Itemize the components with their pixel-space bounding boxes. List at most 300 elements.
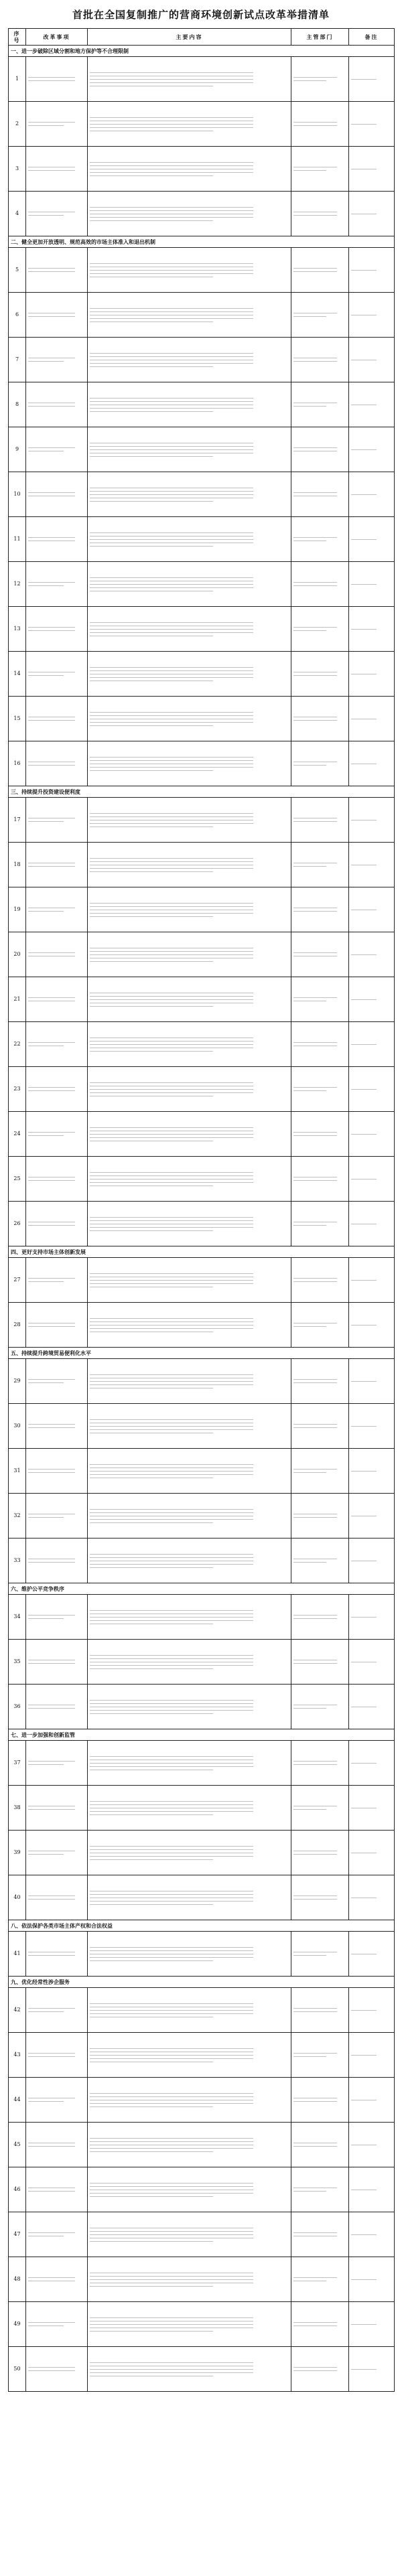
text-lines xyxy=(90,2362,289,2376)
row-content xyxy=(88,338,291,382)
text-line xyxy=(90,2003,253,2004)
row-number: 22 xyxy=(9,1022,26,1067)
text-line xyxy=(90,722,253,723)
text-line xyxy=(90,712,253,713)
text-line xyxy=(90,1419,253,1420)
text-lines xyxy=(293,492,346,496)
text-line xyxy=(90,1464,253,1465)
text-line xyxy=(28,2232,75,2233)
text-lines xyxy=(293,77,346,81)
text-lines xyxy=(28,1615,85,1619)
text-lines xyxy=(351,1134,392,1135)
row-content xyxy=(88,1831,291,1875)
table-row xyxy=(9,248,395,293)
text-lines xyxy=(28,1851,85,1855)
text-line xyxy=(90,1522,213,1523)
row-number: 13 xyxy=(9,607,26,652)
text-lines xyxy=(293,1851,346,1855)
row-content xyxy=(88,192,291,236)
text-line xyxy=(293,1379,337,1380)
row-number: 39 xyxy=(9,1831,26,1875)
text-lines xyxy=(293,1559,346,1563)
table-row xyxy=(9,652,395,697)
text-line xyxy=(90,456,213,457)
row-number: 18 xyxy=(9,843,26,887)
text-line xyxy=(28,1708,75,1709)
text-lines xyxy=(28,492,85,496)
text-line xyxy=(293,1427,337,1428)
row-note xyxy=(349,932,395,977)
text-line xyxy=(293,2232,337,2233)
text-line xyxy=(28,1809,75,1810)
text-lines xyxy=(351,2234,392,2235)
text-line xyxy=(90,411,213,412)
text-lines xyxy=(90,903,289,917)
text-line xyxy=(351,1134,377,1135)
text-line xyxy=(28,122,75,123)
row-number: 44 xyxy=(9,2078,26,2123)
text-line xyxy=(293,1087,337,1088)
text-line xyxy=(293,80,326,81)
row-item xyxy=(26,102,88,147)
row-content xyxy=(88,1067,291,1112)
text-line xyxy=(293,1615,337,1616)
text-line xyxy=(90,1134,253,1135)
section-label: 八、依法保护各类市场主体产权和合法权益 xyxy=(9,1920,395,1932)
text-lines xyxy=(90,2273,289,2287)
text-line xyxy=(293,1899,337,1900)
text-line xyxy=(90,1859,213,1860)
section-label: 二、健全更加开放透明、规范高效的市场主体准入和退出机制 xyxy=(9,236,395,248)
row-content xyxy=(88,1359,291,1404)
text-lines xyxy=(293,762,346,766)
row-number: 17 xyxy=(9,798,26,843)
row-note xyxy=(349,798,395,843)
row-content xyxy=(88,102,291,147)
text-line xyxy=(28,1382,64,1383)
text-lines xyxy=(293,403,346,407)
row-note xyxy=(349,517,395,562)
text-line xyxy=(90,1703,253,1704)
text-lines xyxy=(28,2053,85,2057)
text-line xyxy=(28,406,75,407)
section-label: 一、进一步破除区域分割和地方保护等不合理限制 xyxy=(9,46,395,57)
text-line xyxy=(90,2058,253,2059)
text-line xyxy=(28,1899,75,1900)
row-item xyxy=(26,427,88,472)
text-line xyxy=(90,757,253,758)
text-lines xyxy=(90,1318,289,1332)
row-item xyxy=(26,2167,88,2212)
text-line xyxy=(293,720,337,721)
document-title: 首批在全国复制推广的营商环境创新试点改革举措清单 xyxy=(72,9,330,21)
row-item xyxy=(26,2257,88,2302)
row-item xyxy=(26,843,88,887)
text-line xyxy=(28,1132,75,1133)
row-content xyxy=(88,248,291,293)
table-row xyxy=(9,1831,395,1875)
text-line xyxy=(28,1135,64,1136)
row-content xyxy=(88,1988,291,2033)
text-lines xyxy=(28,403,85,407)
text-lines xyxy=(293,2322,346,2326)
row-note xyxy=(349,1112,395,1157)
text-line xyxy=(28,2367,75,2368)
text-lines xyxy=(293,268,346,272)
row-item xyxy=(26,1202,88,1246)
row-note xyxy=(349,1595,395,1640)
row-number: 15 xyxy=(9,697,26,741)
row-content xyxy=(88,2212,291,2257)
row-note xyxy=(349,57,395,102)
text-lines xyxy=(351,999,392,1000)
table-row xyxy=(9,1022,395,1067)
text-line xyxy=(90,1700,253,1701)
text-lines xyxy=(293,2143,346,2147)
text-lines xyxy=(293,627,346,631)
text-line xyxy=(293,1472,326,1473)
row-content xyxy=(88,1685,291,1729)
text-line xyxy=(90,2234,253,2235)
text-lines xyxy=(293,1222,346,1226)
text-lines xyxy=(28,2277,85,2281)
text-line xyxy=(90,1804,253,1805)
row-item xyxy=(26,607,88,652)
text-line xyxy=(90,1756,253,1757)
text-line xyxy=(293,447,337,448)
table-row xyxy=(9,607,395,652)
text-lines xyxy=(28,2367,85,2371)
text-line xyxy=(90,632,253,633)
row-item xyxy=(26,1157,88,1202)
text-lines xyxy=(351,2055,392,2056)
row-item xyxy=(26,1685,88,1729)
row-dept xyxy=(291,798,349,843)
table-row xyxy=(9,1875,395,1920)
row-content xyxy=(88,1640,291,1685)
text-line xyxy=(90,217,253,218)
text-lines xyxy=(293,1087,346,1091)
text-lines xyxy=(293,818,346,822)
row-number: 30 xyxy=(9,1404,26,1449)
text-line xyxy=(90,858,253,859)
table-row xyxy=(9,1202,395,1246)
text-line xyxy=(90,1426,253,1427)
text-lines xyxy=(28,717,85,721)
row-dept xyxy=(291,1595,349,1640)
text-lines xyxy=(28,2008,85,2012)
table-row xyxy=(9,2347,395,2392)
table-row xyxy=(9,2212,395,2257)
row-item xyxy=(26,1786,88,1831)
row-item xyxy=(26,1595,88,1640)
row-dept xyxy=(291,1988,349,2033)
text-line xyxy=(28,215,64,216)
row-content xyxy=(88,1539,291,1583)
row-content xyxy=(88,1112,291,1157)
text-lines xyxy=(90,263,289,277)
row-item xyxy=(26,192,88,236)
text-line xyxy=(90,398,253,399)
text-line xyxy=(293,582,337,583)
table-row xyxy=(9,2302,395,2347)
text-line xyxy=(90,2286,213,2287)
text-line xyxy=(351,1325,377,1326)
text-lines xyxy=(28,818,85,822)
text-line xyxy=(90,2151,213,2152)
table-row xyxy=(9,192,395,236)
text-line xyxy=(90,308,253,309)
text-line xyxy=(293,2056,326,2057)
text-lines xyxy=(90,1419,289,1433)
text-lines xyxy=(28,1952,85,1956)
row-number: 6 xyxy=(9,293,26,338)
text-line xyxy=(90,127,253,128)
text-line xyxy=(293,1090,326,1091)
text-lines xyxy=(28,762,85,766)
text-lines xyxy=(90,1082,289,1096)
row-dept xyxy=(291,1067,349,1112)
header-dept: 主管部门 xyxy=(291,29,349,46)
text-line xyxy=(293,316,326,317)
row-item xyxy=(26,382,88,427)
text-lines xyxy=(90,308,289,322)
text-line xyxy=(90,954,253,955)
text-lines xyxy=(90,757,289,771)
text-lines xyxy=(351,1044,392,1045)
text-line xyxy=(90,356,253,357)
section-row xyxy=(9,1348,395,1359)
table-row xyxy=(9,1404,395,1449)
row-note xyxy=(349,607,395,652)
text-line xyxy=(28,1326,75,1327)
row-note xyxy=(349,1640,395,1685)
row-dept xyxy=(291,147,349,192)
row-item xyxy=(26,1258,88,1303)
row-content xyxy=(88,2347,291,2392)
row-dept xyxy=(291,427,349,472)
table-row xyxy=(9,1303,395,1348)
text-line xyxy=(90,1127,253,1128)
text-line xyxy=(90,1006,213,1007)
text-line xyxy=(28,271,75,272)
text-line xyxy=(28,1180,75,1181)
row-dept xyxy=(291,932,349,977)
row-note xyxy=(349,1831,395,1875)
row-number: 34 xyxy=(9,1595,26,1640)
text-line xyxy=(28,1090,75,1091)
text-lines xyxy=(90,1655,289,1669)
text-lines xyxy=(293,1705,346,1709)
text-line xyxy=(90,961,213,962)
text-line xyxy=(90,263,253,264)
text-lines xyxy=(351,1471,392,1472)
row-dept xyxy=(291,2033,349,2078)
table-row xyxy=(9,1112,395,1157)
section-label: 六、维护公平竞争秩序 xyxy=(9,1583,395,1595)
text-line xyxy=(293,1708,326,1709)
text-line xyxy=(293,1562,326,1563)
text-lines xyxy=(28,863,85,867)
text-line xyxy=(28,952,75,953)
text-line xyxy=(90,2055,253,2056)
table-row xyxy=(9,1539,395,1583)
text-lines xyxy=(293,1895,346,1900)
text-lines xyxy=(28,1379,85,1383)
text-lines xyxy=(28,1042,85,1046)
text-line xyxy=(90,1429,253,1430)
row-number: 28 xyxy=(9,1303,26,1348)
row-content xyxy=(88,697,291,741)
row-number: 33 xyxy=(9,1539,26,1583)
text-line xyxy=(351,494,377,495)
text-lines xyxy=(90,813,289,827)
text-lines xyxy=(351,2279,392,2280)
text-lines xyxy=(28,167,85,171)
text-line xyxy=(28,80,75,81)
text-line xyxy=(90,1051,213,1052)
text-line xyxy=(293,1955,326,1956)
row-number: 16 xyxy=(9,741,26,786)
row-dept xyxy=(291,472,349,517)
row-note xyxy=(349,427,395,472)
table-row xyxy=(9,932,395,977)
text-lines xyxy=(90,1037,289,1052)
text-lines xyxy=(293,717,346,721)
section-row xyxy=(9,1246,395,1258)
text-lines xyxy=(90,2003,289,2017)
row-content xyxy=(88,1494,291,1539)
text-line xyxy=(90,1763,253,1764)
text-line xyxy=(90,1564,253,1565)
text-line xyxy=(28,1615,75,1616)
text-line xyxy=(90,124,253,125)
text-line xyxy=(90,2331,213,2332)
row-note xyxy=(349,1258,395,1303)
row-dept xyxy=(291,1404,349,1449)
text-lines xyxy=(28,2098,85,2102)
table-row xyxy=(9,843,395,887)
text-lines xyxy=(28,582,85,586)
row-item xyxy=(26,932,88,977)
row-item xyxy=(26,338,88,382)
text-line xyxy=(293,2325,337,2326)
row-dept xyxy=(291,1831,349,1875)
row-note xyxy=(349,2167,395,2212)
row-dept xyxy=(291,1157,349,1202)
text-line xyxy=(90,1175,253,1176)
text-line xyxy=(293,122,337,123)
text-lines xyxy=(28,1177,85,1181)
text-lines xyxy=(351,2324,392,2325)
text-lines xyxy=(28,212,85,216)
row-dept xyxy=(291,338,349,382)
text-lines xyxy=(293,863,346,867)
row-note xyxy=(349,977,395,1022)
row-dept xyxy=(291,697,349,741)
text-line xyxy=(90,1381,253,1382)
row-number: 3 xyxy=(9,147,26,192)
text-line xyxy=(28,1278,75,1279)
text-lines xyxy=(293,358,346,362)
row-content xyxy=(88,1786,291,1831)
text-line xyxy=(90,1957,253,1958)
text-line xyxy=(90,363,253,364)
text-line xyxy=(293,952,337,953)
text-line xyxy=(90,2324,253,2325)
text-lines xyxy=(293,1806,346,1810)
row-number: 8 xyxy=(9,382,26,427)
text-line xyxy=(293,1854,337,1855)
text-lines xyxy=(28,1514,85,1518)
row-dept xyxy=(291,887,349,932)
row-note xyxy=(349,1022,395,1067)
text-line xyxy=(90,577,253,578)
table-row xyxy=(9,1258,395,1303)
text-line xyxy=(293,361,337,362)
row-note xyxy=(349,887,395,932)
text-line xyxy=(90,1811,253,1812)
text-line xyxy=(293,77,337,78)
text-line xyxy=(90,1512,253,1513)
row-note xyxy=(349,1303,395,1348)
text-lines xyxy=(293,2367,346,2371)
row-note xyxy=(349,1932,395,1977)
row-note xyxy=(349,248,395,293)
row-note xyxy=(349,2212,395,2257)
text-line xyxy=(293,1663,337,1664)
text-line xyxy=(90,1182,253,1183)
text-line xyxy=(90,408,253,409)
text-lines xyxy=(351,1381,392,1382)
header-note: 备注 xyxy=(349,29,395,46)
text-lines xyxy=(90,532,289,547)
text-line xyxy=(351,2234,377,2235)
row-dept xyxy=(291,1539,349,1583)
text-line xyxy=(90,1474,253,1475)
text-lines xyxy=(28,1132,85,1136)
text-line xyxy=(90,2231,253,2232)
text-lines xyxy=(351,449,392,450)
section-row xyxy=(9,1977,395,1988)
text-line xyxy=(90,546,213,547)
text-line xyxy=(90,82,253,83)
row-number: 10 xyxy=(9,472,26,517)
text-line xyxy=(28,1761,75,1762)
text-line xyxy=(293,627,337,628)
text-line xyxy=(90,903,253,904)
text-lines xyxy=(293,952,346,956)
text-line xyxy=(293,1764,337,1765)
text-line xyxy=(90,1947,253,1948)
text-line xyxy=(90,913,253,914)
text-line xyxy=(28,1042,75,1043)
text-line xyxy=(90,1665,253,1666)
text-line xyxy=(90,321,213,322)
row-content xyxy=(88,2033,291,2078)
text-lines xyxy=(351,1089,392,1090)
text-lines xyxy=(28,2322,85,2326)
text-lines xyxy=(28,313,85,317)
row-content xyxy=(88,1157,291,1202)
text-lines xyxy=(90,353,289,367)
text-lines xyxy=(90,1172,289,1186)
text-line xyxy=(90,220,213,221)
text-line xyxy=(28,2053,75,2054)
text-line xyxy=(28,2370,75,2371)
table-row xyxy=(9,1786,395,1831)
text-line xyxy=(351,1426,377,1427)
